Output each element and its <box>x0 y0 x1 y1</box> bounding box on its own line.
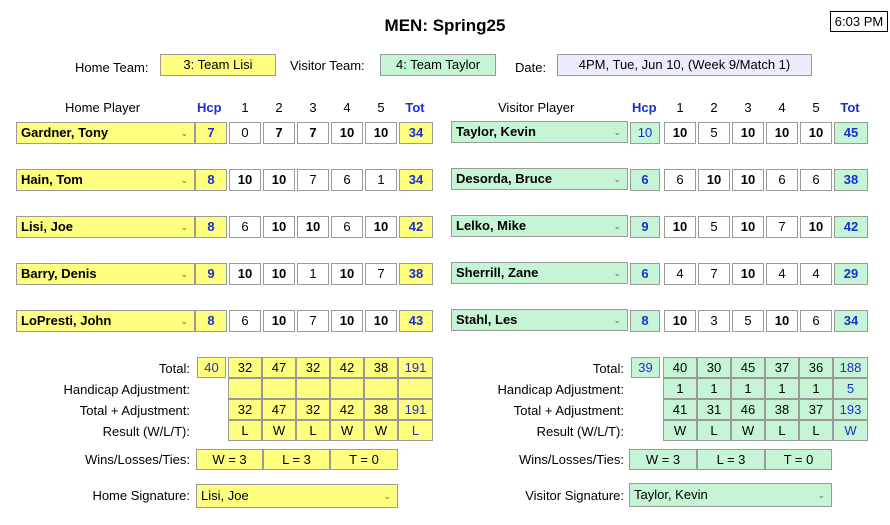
home-total-tot: 191 <box>398 357 433 378</box>
visitor-signature-select[interactable] <box>629 483 832 507</box>
visitor-game-3-header: 3 <box>744 100 752 115</box>
visitor-tot-header: Tot <box>840 100 860 115</box>
home-losses: L = 3 <box>263 449 330 470</box>
chevron-down-icon: ⌄ <box>613 268 621 278</box>
visitor-total-cell: 45 <box>731 357 765 378</box>
chevron-down-icon: ⌄ <box>613 221 621 231</box>
visitor-score-cell[interactable]: 10 <box>664 216 696 238</box>
home-adj-cell <box>296 378 330 399</box>
visitor-player-name: Desorda, Bruce <box>456 171 553 186</box>
visitor-adj-cell: 1 <box>697 378 731 399</box>
home-wins: W = 3 <box>196 449 263 470</box>
visitor-score-cell[interactable]: 10 <box>664 122 696 144</box>
visitor-score-cell[interactable]: 6 <box>766 169 798 191</box>
home-score-cell[interactable]: 7 <box>297 122 329 144</box>
visitor-tot-cell: 34 <box>834 310 868 332</box>
home-score-cell[interactable]: 10 <box>297 216 329 238</box>
visitor-tot-cell: 45 <box>834 122 868 144</box>
home-tot-cell: 34 <box>399 122 433 144</box>
home-score-cell[interactable]: 0 <box>229 122 261 144</box>
visitor-score-cell[interactable]: 10 <box>800 122 832 144</box>
visitor-result-label: Result (W/L/T): <box>536 424 624 439</box>
visitor-player-name: Sherrill, Zane <box>456 265 539 280</box>
home-player-select[interactable] <box>16 216 195 238</box>
home-hcp-cell[interactable]: 7 <box>195 122 227 144</box>
home-tot-cell: 43 <box>399 310 433 332</box>
visitor-wins: W = 3 <box>629 449 697 470</box>
home-tot-cell: 34 <box>399 169 433 191</box>
home-score-cell[interactable]: 10 <box>229 263 261 285</box>
home-game-1-header: 1 <box>241 100 249 115</box>
home-total-hcp: 40 <box>197 357 226 378</box>
home-score-cell[interactable]: 6 <box>229 310 261 332</box>
home-score-cell[interactable]: 10 <box>365 310 397 332</box>
visitor-score-cell[interactable]: 6 <box>800 169 832 191</box>
home-game-2-header: 2 <box>275 100 283 115</box>
home-tot-cell: 38 <box>399 263 433 285</box>
visitor-score-cell[interactable]: 4 <box>664 263 696 285</box>
date-field[interactable]: 4PM, Tue, Jun 10, (Week 9/Match 1) <box>557 54 812 76</box>
chevron-down-icon: ⌄ <box>180 222 188 232</box>
home-signature-label: Home Signature: <box>92 488 190 503</box>
visitor-result-cell: L <box>799 420 833 441</box>
home-score-cell[interactable]: 6 <box>331 169 363 191</box>
visitor-score-cell[interactable]: 10 <box>732 122 764 144</box>
visitor-adj-cell: 1 <box>731 378 765 399</box>
visitor-result-cell: L <box>697 420 731 441</box>
home-result-cell: L <box>228 420 262 441</box>
home-score-cell[interactable]: 7 <box>365 263 397 285</box>
home-score-cell[interactable]: 10 <box>331 310 363 332</box>
home-result-cell: W <box>330 420 364 441</box>
home-total-label: Total: <box>158 361 190 376</box>
home-player-name: Barry, Denis <box>21 266 97 281</box>
visitor-team-label: Visitor Team: <box>290 58 365 73</box>
home-adj-cell <box>228 378 262 399</box>
visitor-total-adj-label: Total + Adjustment: <box>513 403 624 418</box>
home-signature-select[interactable] <box>196 484 398 508</box>
home-total-adj-cell: 42 <box>330 399 364 420</box>
visitor-total-label: Total: <box>592 361 624 376</box>
visitor-score-cell[interactable]: 10 <box>732 169 764 191</box>
home-score-cell[interactable]: 1 <box>297 263 329 285</box>
visitor-hcp-cell[interactable]: 8 <box>630 310 660 332</box>
visitor-adj-cell: 1 <box>799 378 833 399</box>
home-adj-cell <box>262 378 296 399</box>
home-score-cell[interactable]: 7 <box>297 169 329 191</box>
visitor-score-cell[interactable]: 10 <box>732 216 764 238</box>
visitor-score-cell[interactable]: 5 <box>732 310 764 332</box>
home-result-cell: W <box>262 420 296 441</box>
visitor-score-cell[interactable]: 6 <box>800 310 832 332</box>
chevron-down-icon: ⌄ <box>180 128 188 138</box>
visitor-wlt-label: Wins/Losses/Ties: <box>519 452 624 467</box>
chevron-down-icon: ⌄ <box>180 269 188 279</box>
visitor-score-cell[interactable]: 10 <box>766 310 798 332</box>
chevron-down-icon: ⌄ <box>180 316 188 326</box>
visitor-player-name: Lelko, Mike <box>456 218 527 233</box>
visitor-score-cell[interactable]: 10 <box>732 263 764 285</box>
home-player-header: Home Player <box>65 100 141 115</box>
home-game-3-header: 3 <box>309 100 317 115</box>
home-game-4-header: 4 <box>343 100 351 115</box>
home-tot-cell: 42 <box>399 216 433 238</box>
visitor-signature-value: Taylor, Kevin <box>634 487 708 502</box>
visitor-signature-label: Visitor Signature: <box>525 488 624 503</box>
home-total-adj-cell: 47 <box>262 399 296 420</box>
home-total-adj-cell: 38 <box>364 399 398 420</box>
chevron-down-icon: ⌄ <box>180 175 188 185</box>
chevron-down-icon: ⌄ <box>613 127 621 137</box>
visitor-result-cell: W <box>663 420 697 441</box>
home-player-select[interactable] <box>16 169 195 191</box>
visitor-score-cell[interactable]: 7 <box>766 216 798 238</box>
visitor-score-cell[interactable]: 6 <box>664 169 696 191</box>
home-score-cell[interactable]: 10 <box>263 263 295 285</box>
visitor-player-select[interactable] <box>451 309 628 331</box>
visitor-score-cell[interactable]: 7 <box>698 263 730 285</box>
home-player-select[interactable] <box>16 263 195 285</box>
visitor-player-name: Taylor, Kevin <box>456 124 536 139</box>
chevron-down-icon: ⌄ <box>613 315 621 325</box>
home-score-cell[interactable]: 10 <box>365 122 397 144</box>
home-handicap-adj-label: Handicap Adjustment: <box>63 382 190 397</box>
home-score-cell[interactable]: 10 <box>365 216 397 238</box>
home-total-adj-cell: 32 <box>228 399 262 420</box>
visitor-total-adj-cell: 31 <box>697 399 731 420</box>
home-score-cell[interactable]: 6 <box>331 216 363 238</box>
home-adj-cell <box>330 378 364 399</box>
visitor-losses: L = 3 <box>697 449 765 470</box>
home-score-cell[interactable]: 10 <box>263 310 295 332</box>
visitor-team-field[interactable]: 4: Team Taylor <box>380 54 496 76</box>
visitor-total-tot: 188 <box>833 357 868 378</box>
visitor-hcp-cell[interactable]: 6 <box>630 169 660 191</box>
home-player-name: LoPresti, John <box>21 313 112 328</box>
visitor-player-select[interactable] <box>451 168 628 190</box>
home-result-tot: L <box>398 420 433 441</box>
visitor-score-cell[interactable]: 10 <box>698 169 730 191</box>
visitor-score-cell[interactable]: 4 <box>766 263 798 285</box>
home-total-cell: 42 <box>330 357 364 378</box>
visitor-game-2-header: 2 <box>710 100 718 115</box>
visitor-hcp-header: Hcp <box>632 100 657 115</box>
visitor-total-adj-cell: 41 <box>663 399 697 420</box>
home-signature-value: Lisi, Joe <box>201 488 249 503</box>
home-total-adj-tot: 191 <box>398 399 433 420</box>
visitor-result-cell: W <box>731 420 765 441</box>
visitor-game-5-header: 5 <box>812 100 820 115</box>
chevron-down-icon: ⌄ <box>383 491 391 501</box>
visitor-total-adj-tot: 193 <box>833 399 868 420</box>
home-team-field[interactable]: 3: Team Lisi <box>160 54 276 76</box>
home-score-cell[interactable]: 10 <box>229 169 261 191</box>
visitor-tot-cell: 38 <box>834 169 868 191</box>
chevron-down-icon: ⌄ <box>613 174 621 184</box>
home-player-select[interactable] <box>16 310 195 332</box>
visitor-tot-cell: 29 <box>834 263 868 285</box>
visitor-player-select[interactable] <box>451 121 628 143</box>
home-score-cell[interactable]: 10 <box>331 122 363 144</box>
home-score-cell[interactable]: 7 <box>263 122 295 144</box>
visitor-score-cell[interactable]: 5 <box>698 122 730 144</box>
chevron-down-icon: ⌄ <box>817 490 825 500</box>
visitor-hcp-cell[interactable]: 9 <box>630 216 660 238</box>
visitor-total-cell: 30 <box>697 357 731 378</box>
home-score-cell[interactable]: 10 <box>263 216 295 238</box>
home-wlt-label: Wins/Losses/Ties: <box>85 452 190 467</box>
visitor-score-cell[interactable]: 5 <box>698 216 730 238</box>
home-total-cell: 47 <box>262 357 296 378</box>
home-game-5-header: 5 <box>377 100 385 115</box>
visitor-adj-tot: 5 <box>833 378 868 399</box>
home-result-cell: W <box>364 420 398 441</box>
home-total-adj-label: Total + Adjustment: <box>79 403 190 418</box>
home-total-cell: 38 <box>364 357 398 378</box>
home-adj-cell <box>364 378 398 399</box>
home-result-cell: L <box>296 420 330 441</box>
home-hcp-cell[interactable]: 9 <box>195 263 227 285</box>
visitor-total-cell: 40 <box>663 357 697 378</box>
home-hcp-cell[interactable]: 8 <box>195 216 227 238</box>
visitor-total-cell: 36 <box>799 357 833 378</box>
page-title: MEN: Spring25 <box>384 16 506 35</box>
visitor-player-name: Stahl, Les <box>456 312 518 327</box>
visitor-player-header: Visitor Player <box>498 100 575 115</box>
visitor-tot-cell: 42 <box>834 216 868 238</box>
visitor-result-cell: L <box>765 420 799 441</box>
visitor-total-cell: 37 <box>765 357 799 378</box>
visitor-score-cell[interactable]: 10 <box>664 310 696 332</box>
date-label: Date: <box>515 60 547 75</box>
visitor-ties: T = 0 <box>765 449 832 470</box>
visitor-game-4-header: 4 <box>778 100 786 115</box>
visitor-adj-cell: 1 <box>663 378 697 399</box>
home-ties: T = 0 <box>330 449 398 470</box>
visitor-score-cell[interactable]: 10 <box>800 216 832 238</box>
visitor-adj-cell: 1 <box>765 378 799 399</box>
home-total-cell: 32 <box>296 357 330 378</box>
home-score-cell[interactable]: 10 <box>331 263 363 285</box>
visitor-score-cell[interactable]: 3 <box>698 310 730 332</box>
visitor-score-cell[interactable]: 4 <box>800 263 832 285</box>
visitor-total-adj-cell: 37 <box>799 399 833 420</box>
home-total-adj-cell: 32 <box>296 399 330 420</box>
home-result-label: Result (W/L/T): <box>102 424 190 439</box>
home-score-cell[interactable]: 6 <box>229 216 261 238</box>
visitor-result-tot: W <box>833 420 868 441</box>
home-hcp-header: Hcp <box>197 100 222 115</box>
visitor-player-select[interactable] <box>451 262 628 284</box>
home-total-cell: 32 <box>228 357 262 378</box>
visitor-game-1-header: 1 <box>676 100 684 115</box>
visitor-total-adj-cell: 38 <box>765 399 799 420</box>
home-score-cell[interactable]: 1 <box>365 169 397 191</box>
clock: 6:03 PM <box>830 11 888 32</box>
home-tot-header: Tot <box>405 100 425 115</box>
home-player-name: Lisi, Joe <box>21 219 74 234</box>
home-player-name: Gardner, Tony <box>21 125 109 140</box>
home-hcp-cell[interactable]: 8 <box>195 310 227 332</box>
visitor-hcp-cell[interactable]: 10 <box>630 122 660 144</box>
visitor-total-adj-cell: 46 <box>731 399 765 420</box>
visitor-score-cell[interactable]: 10 <box>766 122 798 144</box>
home-adj-tot <box>398 378 433 399</box>
visitor-hcp-cell[interactable]: 6 <box>630 263 660 285</box>
home-team-label: Home Team: <box>75 60 149 75</box>
home-score-cell[interactable]: 7 <box>297 310 329 332</box>
home-hcp-cell[interactable]: 8 <box>195 169 227 191</box>
visitor-handicap-adj-label: Handicap Adjustment: <box>497 382 624 397</box>
home-player-select[interactable] <box>16 122 195 144</box>
visitor-player-select[interactable] <box>451 215 628 237</box>
visitor-total-hcp: 39 <box>631 357 660 378</box>
home-player-name: Hain, Tom <box>21 172 83 187</box>
home-score-cell[interactable]: 10 <box>263 169 295 191</box>
